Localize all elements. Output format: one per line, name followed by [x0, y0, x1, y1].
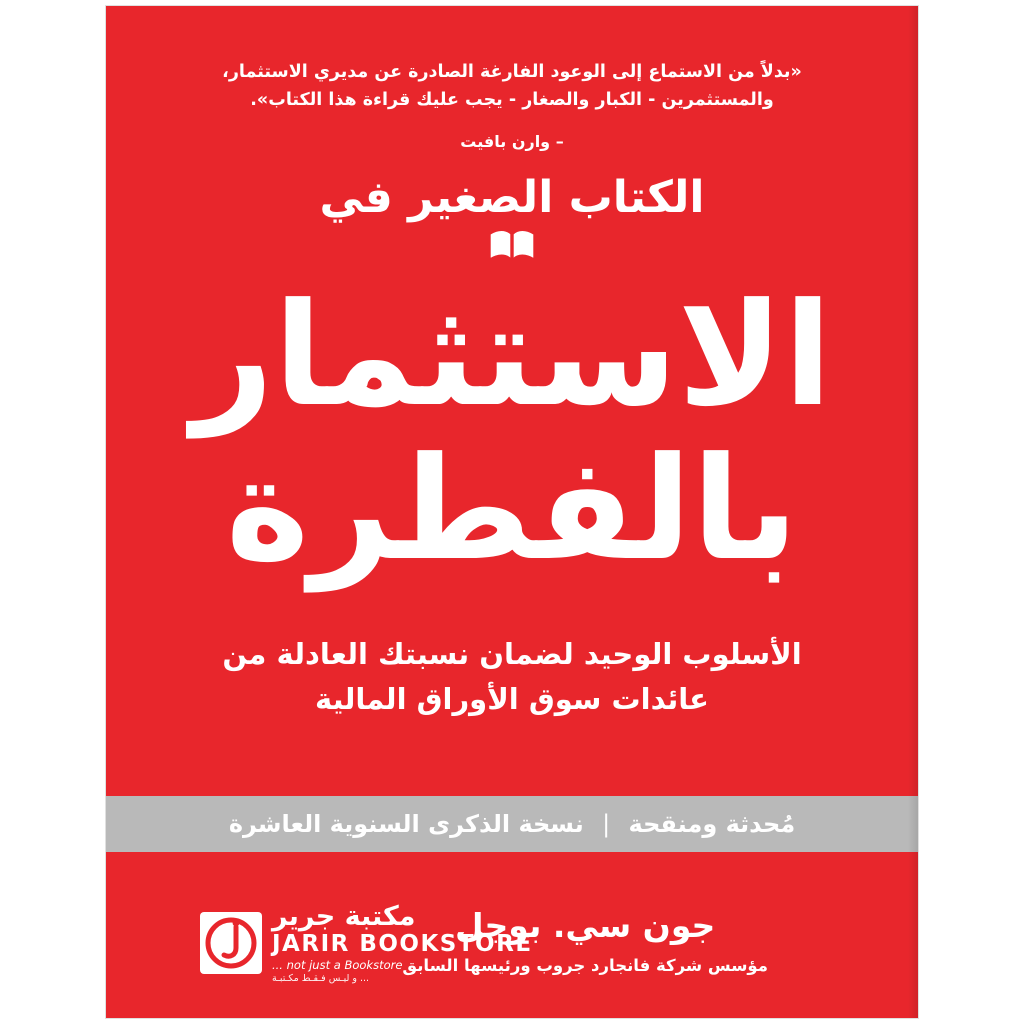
cover-subtitle: الأسلوب الوحيد لضمان نسبتك العادلة من عائدات سوق الأوراق المالية: [222, 637, 802, 716]
edition-left-text: نسخة الذكرى السنوية العاشرة: [228, 810, 584, 838]
open-book-icon: [488, 228, 536, 262]
book-cover: [106, 6, 918, 1018]
cover-title-main: [106, 268, 918, 598]
publisher-arabic-name: مكتبة جرير: [272, 900, 416, 932]
cover-title-main-line2: بالفطرة: [225, 427, 799, 593]
publisher-tagline: ... not just a Bookstore: [272, 957, 403, 972]
cover-blurb: «بدلاً من الاستماع إلى الوعود الفارغة الصادرة عن مديري الاستثمار، والمستثمرين - الكبار والصغار - يجب عليك قراءة هذا الكتاب».: [222, 62, 802, 111]
edition-text: [229, 810, 795, 838]
author-name: جون سي. بوجل: [455, 906, 716, 945]
edition-band: [106, 796, 918, 852]
cover-blurb-attribution: – وارن بافيت: [460, 132, 564, 151]
publisher-logo: [200, 900, 533, 984]
author-role: مؤسس شركة فانجارد جروب ورئيسها السابق: [402, 955, 768, 975]
edition-right-text: مُحدثة ومنقحة: [628, 810, 796, 838]
cover-title-main-line1: الاستثمار: [191, 273, 833, 438]
publisher-english-name: JARIR BOOKSTORE: [272, 930, 533, 957]
publisher-arabic-tagline: ... و ليـس فـقـط مكـتبـة: [272, 973, 370, 984]
cover-title-small: الكتاب الصغير في: [319, 172, 705, 223]
publisher-text: [272, 900, 533, 984]
edition-separator: |: [602, 810, 611, 838]
jarir-j-logo-icon: [200, 912, 262, 974]
